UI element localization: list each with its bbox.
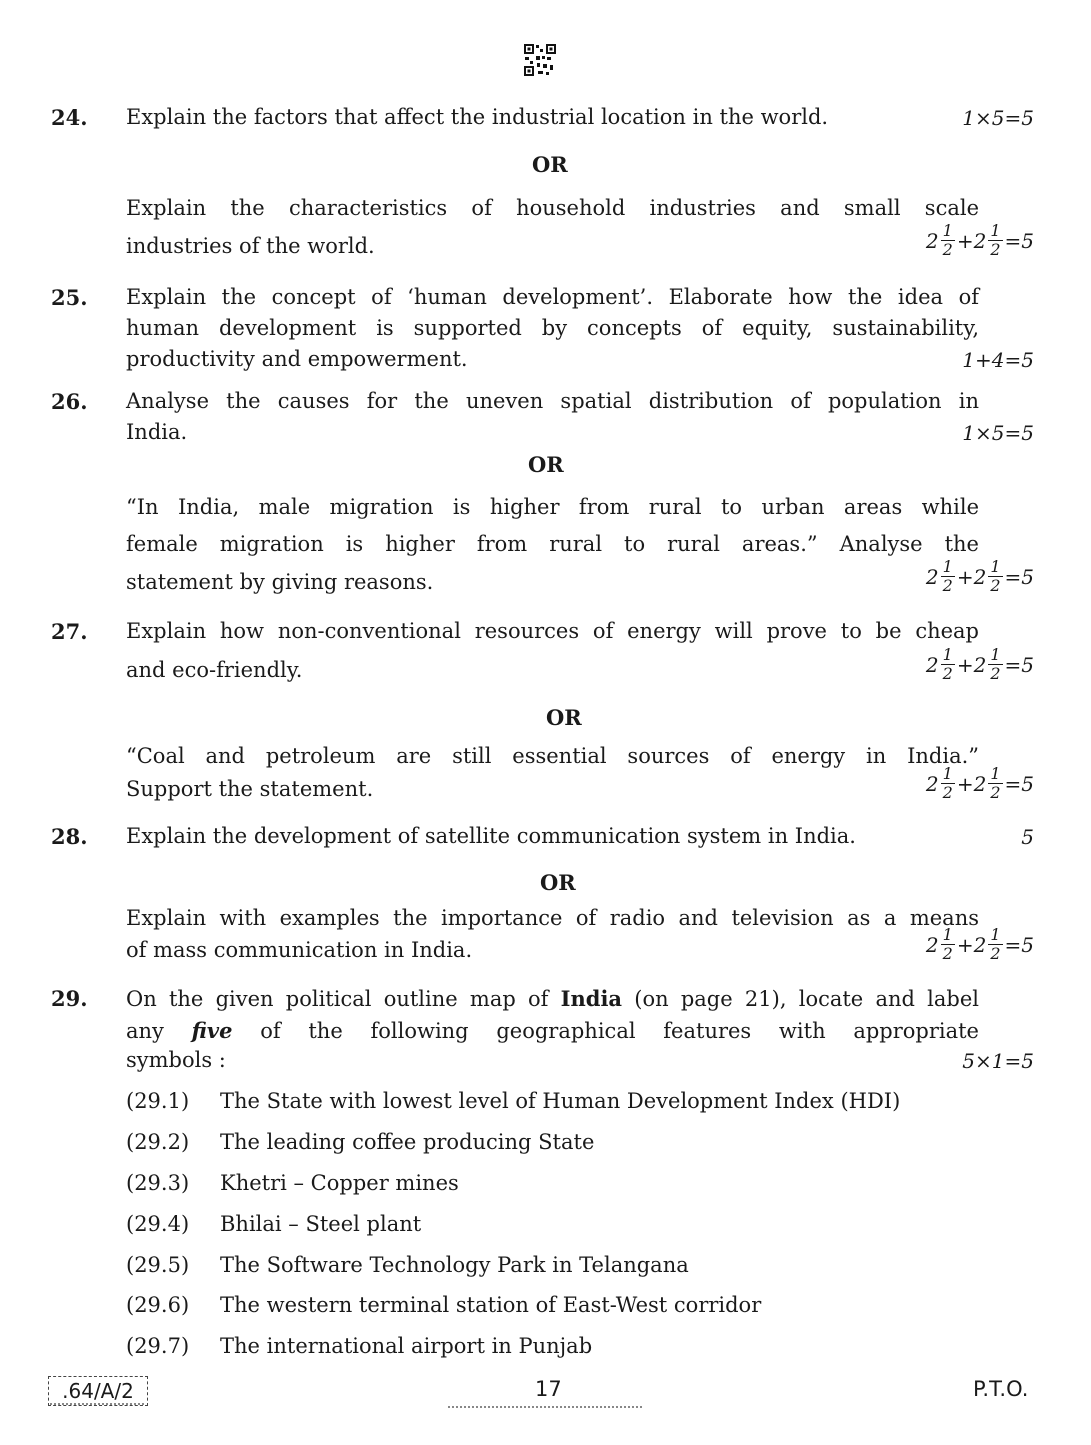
text-line: any five of the following geographical features with appropriate	[126, 1018, 979, 1043]
question-number: 29.	[51, 986, 88, 1011]
question-text: of mass communication in India.	[126, 938, 473, 962]
microtext-line	[448, 1406, 643, 1408]
question-text	[126, 1018, 979, 1043]
question-text	[126, 986, 979, 1011]
list-item-label: (29.1)	[126, 1089, 190, 1113]
marks: 1×5=5	[962, 421, 1034, 445]
or-separator: OR	[532, 152, 568, 177]
paper-code: .64/A/2	[48, 1376, 148, 1406]
question-text: statement by giving reasons.	[126, 570, 434, 594]
marks: 2 $\frac{1}{2}$ +2 $\frac{1}{2}$ =5	[925, 764, 1034, 803]
list-item-label: (29.4)	[126, 1212, 190, 1236]
question-text: Explain the factors that affect the industrial location in the world.	[126, 105, 829, 129]
question-number: 27.	[51, 619, 88, 644]
question-text: Support the statement.	[126, 777, 374, 801]
list-item-label: (29.2)	[126, 1130, 190, 1154]
text-line: Explain the concept of ‘human development’. Elaborate how the idea of	[126, 285, 979, 309]
question-text: India.	[126, 420, 188, 444]
text-line: Explain the characteristics of household industries and small scale	[126, 196, 979, 220]
marks: 2 $\frac{1}{2}$ +2 $\frac{1}{2}$ =5	[925, 557, 1034, 596]
list-item-label: (29.6)	[126, 1293, 190, 1317]
question-number: 25.	[51, 285, 88, 310]
marks: 5×1=5	[962, 1049, 1034, 1073]
question-number: 26.	[51, 389, 88, 414]
text-line: “In India, male migration is higher from rural to urban areas while	[126, 495, 979, 519]
text-line: female migration is higher from rural to rural areas.” Analyse the	[126, 532, 979, 556]
list-item-label: (29.3)	[126, 1171, 190, 1195]
microtext-line	[50, 1403, 146, 1405]
question-text	[126, 532, 979, 556]
question-text	[126, 196, 979, 220]
text-line: Explain how non-conventional resources of energy will prove to be cheap	[126, 619, 979, 643]
marks: 2 $\frac{1}{2}$ +2 $\frac{1}{2}$ =5	[925, 645, 1034, 684]
qr-code-icon	[523, 43, 557, 77]
question-text	[126, 906, 979, 930]
question-text: productivity and empowerment.	[126, 347, 468, 371]
or-separator: OR	[546, 705, 582, 730]
list-item-label: (29.7)	[126, 1334, 190, 1358]
marks: 1+4=5	[962, 348, 1034, 372]
question-number: 28.	[51, 824, 88, 849]
list-item: The western terminal station of East-West corridor	[220, 1293, 762, 1317]
pto-label: P.T.O.	[973, 1377, 1029, 1401]
question-text: industries of the world.	[126, 234, 375, 258]
marks: 2 $\frac{1}{2}$ +2 $\frac{1}{2}$ =5	[925, 221, 1034, 260]
marks: 1×5=5	[962, 106, 1034, 130]
question-text	[126, 619, 979, 643]
page-number: 17	[535, 1377, 562, 1401]
list-item-label: (29.5)	[126, 1253, 190, 1277]
or-separator: OR	[528, 452, 564, 477]
question-text	[126, 495, 979, 519]
question-number: 24.	[51, 105, 88, 130]
list-item: The international airport in Punjab	[220, 1334, 593, 1358]
question-text: Explain the development of satellite communication system in India.	[126, 824, 856, 848]
text-line: Analyse the causes for the uneven spatial distribution of population in	[126, 389, 979, 413]
question-text: and eco-friendly.	[126, 658, 303, 682]
marks: 5	[1021, 825, 1034, 849]
text-line: Explain with examples the importance of radio and television as a means	[126, 906, 979, 930]
list-item: Khetri – Copper mines	[220, 1171, 459, 1195]
question-text	[126, 389, 979, 413]
or-separator: OR	[540, 870, 576, 895]
question-text	[126, 285, 979, 309]
text-line: On the given political outline map of India (on page 21), locate and label	[126, 986, 980, 1011]
marks: 2 $\frac{1}{2}$ +2 $\frac{1}{2}$ =5	[925, 925, 1034, 964]
question-text: symbols :	[126, 1048, 226, 1072]
list-item: The Software Technology Park in Telangana	[220, 1253, 689, 1277]
list-item: Bhilai – Steel plant	[220, 1212, 422, 1236]
text-line: human development is supported by concepts of equity, sustainability,	[126, 316, 979, 340]
question-text	[126, 744, 979, 768]
text-line: “Coal and petroleum are still essential sources of energy in India.”	[126, 744, 979, 768]
list-item: The leading coffee producing State	[220, 1130, 595, 1154]
question-text	[126, 316, 979, 340]
list-item: The State with lowest level of Human Development Index (HDI)	[220, 1089, 901, 1113]
